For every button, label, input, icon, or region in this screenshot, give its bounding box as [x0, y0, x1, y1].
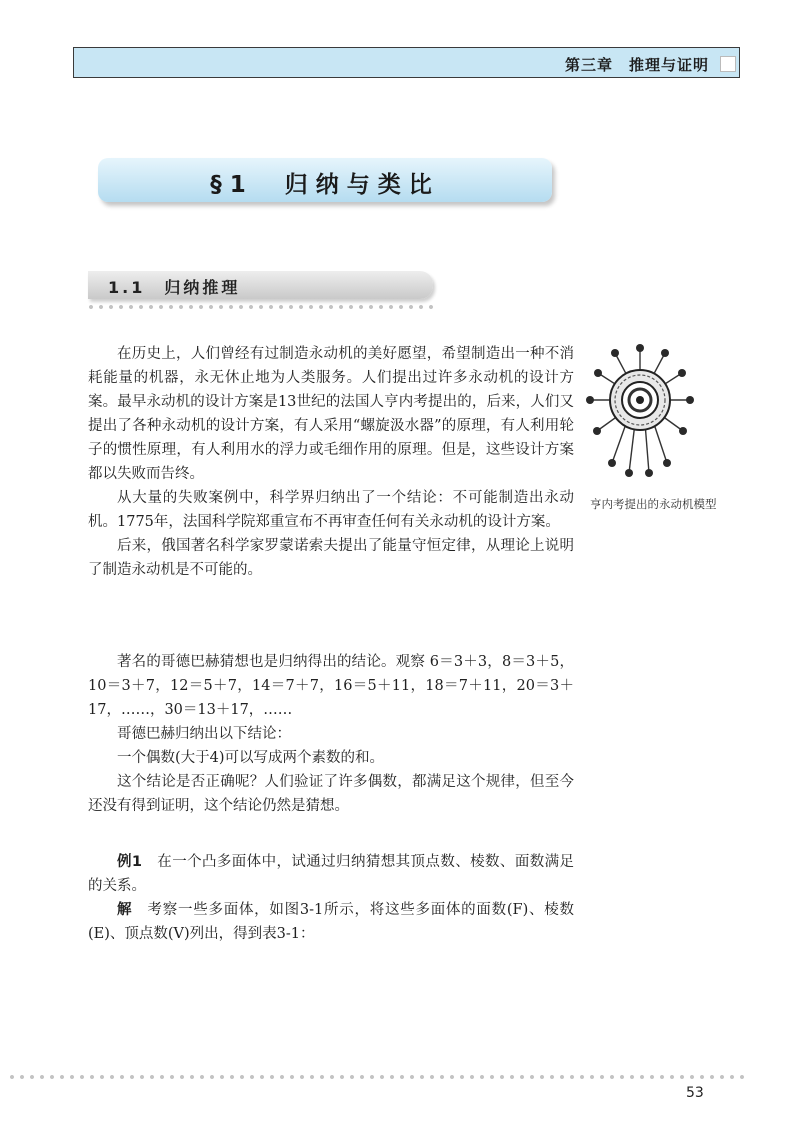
paragraph-goldbach-intro: 哥德巴赫归纳出以下结论：	[117, 726, 291, 742]
subsection-title: 1.1 归纳推理	[108, 278, 241, 297]
example-text: 在一个凸多面体中，试通过归纳猜想其顶点数、棱数、面数满足的关系。	[88, 854, 575, 894]
chapter-header-bar	[73, 47, 740, 78]
paragraph-goldbach-statement: 一个偶数(大于4)可以写成两个素数的和。	[117, 750, 385, 766]
goldbach-text-block	[88, 650, 574, 818]
paragraph-goldbach-status: 这个结论是否正确呢？人们验证了许多偶数，都满足这个规律，但至今还没有得到证明，这个结论仍然是猜想。	[88, 774, 574, 814]
perpetual-motion-figure	[585, 343, 695, 488]
footer-dotted-divider	[7, 1074, 749, 1080]
dotted-divider	[86, 304, 436, 310]
paragraph-conclusion: 从大量的失败案例中，科学界归纳出了一个结论：不可能制造出永动机。1775年，法国科学院郑重宣布不再审查任何有关永动机的设计方案。	[88, 490, 574, 530]
example-block	[88, 850, 574, 946]
section-title: §1 归纳与类比	[210, 172, 440, 198]
section-banner	[98, 158, 552, 202]
header-tab-marker	[720, 56, 736, 72]
subsection-banner	[88, 271, 433, 299]
intro-text-block	[88, 342, 574, 582]
solution-label: 解	[117, 902, 133, 918]
paragraph-goldbach-observe: 著名的哥德巴赫猜想也是归纳得出的结论。观察 6＝3＋3，8＝3＋5，10＝3＋7，12＝5＋7，14＝7＋7，16＝5＋11，18＝7＋11，20＝3＋17，……，30＝13＋17，……	[88, 654, 574, 718]
page-number: 53	[686, 1085, 704, 1101]
chapter-title: 第三章 推理与证明	[564, 56, 709, 74]
example-paragraph	[88, 850, 574, 898]
paragraph-energy-conservation: 后来，俄国著名科学家罗蒙诺索夫提出了能量守恒定律，从理论上说明了制造永动机是不可能的。	[88, 538, 574, 578]
example-label: 例1	[117, 854, 142, 870]
figure-caption: 亨内考提出的永动机模型	[590, 497, 717, 511]
solution-text: 考察一些多面体，如图3-1所示，将这些多面体的面数(F)、棱数(E)、顶点数(V)列出，得到表3-1：	[88, 902, 574, 942]
paragraph-perpetual-history: 在历史上，人们曾经有过制造永动机的美好愿望，希望制造出一种不消耗能量的机器，永无休止地为人类服务。人们提出过许多永动机的设计方案。最早永动机的设计方案是13世纪的法国人亨内考提出的，后来，人们又提出了各种永动机的设计方案，有人采用“螺旋汲水器”的原理，有人利用轮子的惯性原理，有人利用水的浮力或毛细作用的原理。但是，这些设计方案都以失败而告终。	[88, 346, 574, 482]
perpetual-motion-wheel-icon	[585, 343, 695, 488]
solution-paragraph	[88, 898, 574, 946]
